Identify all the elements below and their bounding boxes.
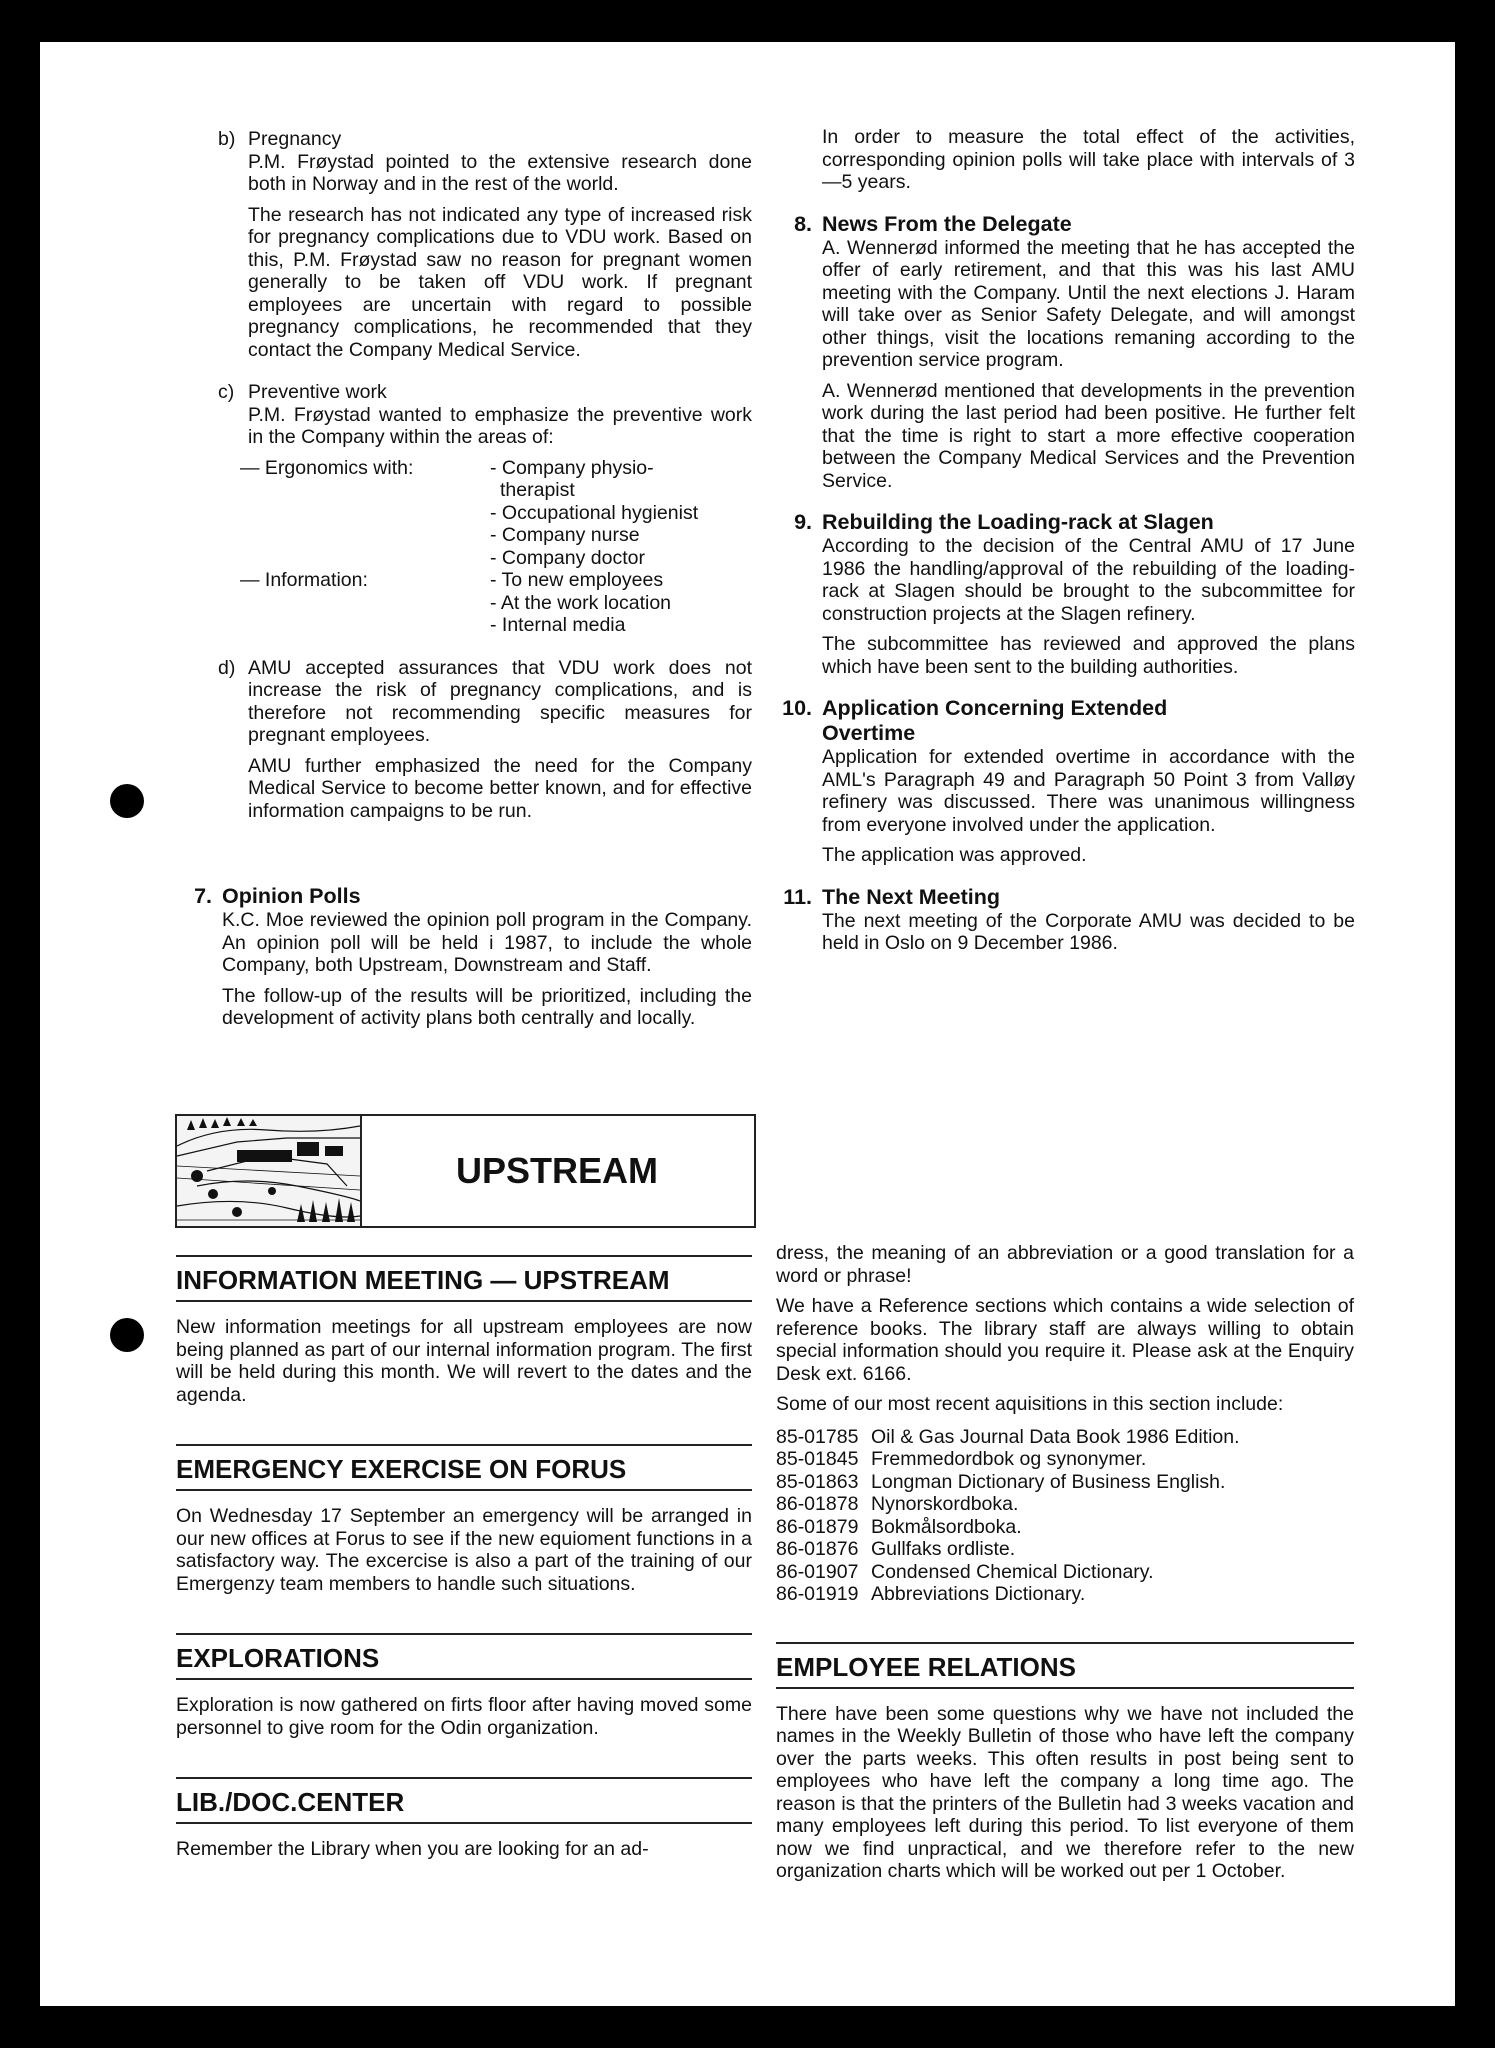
paragraph: AMU further emphasized the need for the Company Medical Service to become better known, and for effective information campaigns to be run. (248, 754, 752, 822)
section-loading-rack (770, 510, 1355, 678)
paragraph: On Wednesday 17 September an emergency will be arranged in our new offices at Forus to see if the new equioment functions in a satisfactory way. The excercise is also a part of the training of our Emergenzy team members to handle such situations. (176, 1505, 752, 1595)
section-heading-line2: Overtime (822, 721, 916, 745)
heading-emergency-exercise: EMERGENCY EXERCISE ON FORUS (176, 1444, 752, 1491)
paragraph: Application for extended overtime in accordance with the AML's Paragraph 49 and Paragraph 50 Point 3 from Valløy refinery was discussed. There was unanimous willingness from everyone involved under the application. (822, 746, 1355, 836)
paragraph: There have been some questions why we have not included the names in the Weekly Bulletin of those who have left the company over the parts weeks. This often results in post being sent to employees who have left the company a long time ago. The reason is that the printers of the Bulletin had 3 weeks vacation and many employees left during this period. To list everyone of them now we find unpractical, and we therefore refer to the new organization charts which will be worked out per 1 October. (776, 1702, 1354, 1882)
heading-employee-relations: EMPLOYEE RELATIONS (776, 1642, 1354, 1689)
item-b-pregnancy (218, 128, 752, 361)
punch-hole-top (110, 784, 144, 818)
paragraph: AMU accepted assurances that VDU work does not increase the risk of pregnancy complications, and is therefore not recommending specific measures for pregnant employees. (248, 656, 752, 746)
section-news-delegate (770, 212, 1355, 493)
section-heading: 7. Opinion Polls (194, 884, 361, 908)
list-item: therapist (500, 479, 575, 501)
paragraph: A. Wennerød informed the meeting that he has accepted the offer of early retirement, and that this was his last AMU meeting with the Company. Until the next elections J. Haram will take over as Senior Safety Delegate, and will amongst other things, visit the locations remaning according to the prevention service program. (822, 236, 1355, 371)
paragraph: The research has not indicated any type of increased risk for pregnancy complications due to VDU work. Based on this, P.M. Frøystad saw no reason for pregnant women generally to be taken off VDU work. If pregnant employees are uncertain with regard to possible pregnancy complications, he recommended that they contact the Company Medical Service. (248, 203, 752, 361)
heading-lib-doc-center: LIB./DOC.CENTER (176, 1777, 752, 1824)
heading-explorations: EXPLORATIONS (176, 1633, 752, 1680)
refinery-illustration (177, 1116, 362, 1226)
list-item: - Company nurse (490, 524, 640, 546)
heading-information-meeting: INFORMATION MEETING — UPSTREAM (176, 1255, 752, 1302)
left-column-top (218, 128, 752, 822)
list-item: 85-01785 Oil & Gas Journal Data Book 1986 Edition. (776, 1425, 1240, 1448)
document-page (40, 42, 1455, 2006)
lower-left-column (176, 1255, 752, 1861)
list-item: 86-01919 Abbreviations Dictionary. (776, 1583, 1086, 1605)
list-item: — Ergonomics with: - Company physio- (240, 456, 654, 479)
paragraph: According to the decision of the Central AMU of 17 June 1986 the handling/approval of the rebuilding of the loading-rack at Slagen should be brought to the subcommittee for construction projects at the Slagen refinery. (822, 535, 1355, 625)
list-item: 86-01876 Gullfaks ordliste. (776, 1538, 1016, 1560)
item-title: Preventive work (248, 381, 387, 403)
upstream-banner (175, 1114, 756, 1228)
paragraph: New information meetings for all upstream employees are now being planned as part of our internal information program. The first will be held during this month. We will revert to the dates and the agenda. (176, 1316, 752, 1406)
paragraph: A. Wennerød mentioned that developments in the prevention work during the last period had been positive. He further felt that the time is right to start a more effective cooperation between the Company Medical Services and the Prevention Service. (822, 379, 1355, 492)
section-next-meeting (770, 885, 1355, 955)
list-item: 85-01845 Fremmedordbok og synonymer. (776, 1448, 1147, 1470)
lower-right-column (776, 1242, 1354, 1883)
item-label: c) (218, 381, 235, 403)
section-heading: 11. The Next Meeting (783, 884, 1000, 909)
list-item: - Company doctor (490, 546, 645, 569)
list-item: - Internal media (490, 614, 626, 636)
paragraph: The subcommittee has reviewed and approved the plans which have been sent to the building authorities. (822, 633, 1355, 678)
banner-title: UPSTREAM (455, 1150, 658, 1191)
section-heading: 10. Application Concerning Extended (782, 696, 1168, 720)
section-heading: 9. Rebuilding the Loading-rack at Slagen (794, 510, 1214, 534)
acquisitions-list (776, 1426, 1354, 1606)
section-extended-overtime (770, 696, 1355, 867)
paragraph: The follow-up of the results will be prioritized, including the development of activity plans both centrally and locally. (222, 984, 752, 1029)
paragraph: In order to measure the total effect of the activities, corresponding opinion polls will take place with intervals of 3—5 years. (822, 126, 1355, 193)
punch-hole-bottom (110, 1318, 144, 1352)
list-item: 86-01907 Condensed Chemical Dictionary. (776, 1560, 1154, 1583)
paragraph: P.M. Frøystad pointed to the extensive research done both in Norway and in the rest of the world. (248, 150, 752, 195)
item-c-preventive (218, 381, 752, 637)
paragraph: The next meeting of the Corporate AMU was decided to be held in Oslo on 9 December 1986. (822, 909, 1355, 954)
paragraph: The application was approved. (822, 844, 1087, 866)
section-opinion-polls (170, 884, 752, 1030)
list-item: 86-01878 Nynorskordboka. (776, 1493, 1019, 1515)
item-d-amu (218, 657, 752, 823)
list-item: - At the work location (490, 591, 672, 614)
paragraph: Some of our most recent aquisitions in this section include: (776, 1393, 1284, 1415)
section-heading: 8. News From the Delegate (794, 211, 1072, 236)
paragraph: P.M. Frøystad wanted to emphasize the preventive work in the Company within the areas of: (248, 403, 752, 448)
paragraph: K.C. Moe reviewed the opinion poll program in the Company. An opinion poll will be held i 1987, to include the whole Company, both Upstream, Downstream and Staff. (222, 909, 752, 976)
list-item: - Occupational hygienist (490, 501, 699, 524)
list-item: 85-01863 Longman Dictionary of Business English. (776, 1470, 1226, 1493)
item-label: d) (218, 656, 236, 679)
paragraph: dress, the meaning of an abbreviation or a good translation for a word or phrase! (776, 1242, 1354, 1287)
paragraph: We have a Reference sections which contains a wide selection of reference books. The library staff are always willing to obtain special information should you require it. Please ask at the Enquiry Desk ext. 6166. (776, 1295, 1354, 1385)
list-item: — Information: - To new employees (240, 569, 664, 591)
paragraph: Remember the Library when you are looking for an ad- (176, 1838, 649, 1860)
item-title: Pregnancy (248, 128, 342, 150)
item-label: b) (218, 128, 236, 150)
right-column-top (770, 126, 1355, 955)
paragraph: Exploration is now gathered on firts floor after having moved some personnel to give room for the Odin organization. (176, 1694, 752, 1739)
list-item: 86-01879 Bokmålsordboka. (776, 1515, 1022, 1538)
areas-list (228, 457, 752, 637)
